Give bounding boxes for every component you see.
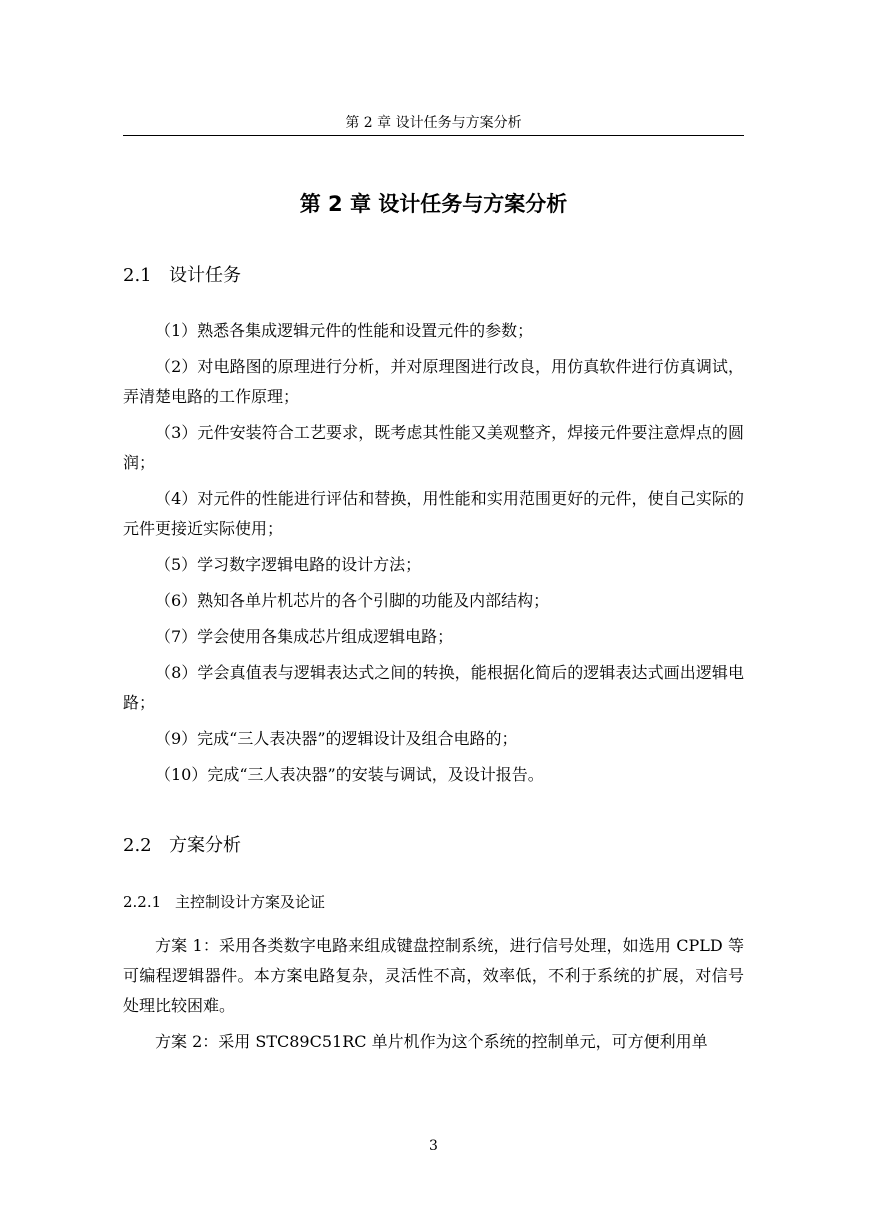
list-item: （2）对电路图的原理进行分析，并对原理图进行改良，用仿真软件进行仿真调试，弄清楚电路的工作原理； bbox=[123, 357, 744, 406]
page-number: 3 bbox=[429, 1138, 438, 1154]
list-item: （9）完成“三人表决器”的逻辑设计及组合电路的； bbox=[155, 729, 518, 748]
list-item: （6）熟知各单片机芯片的各个引脚的功能及内部结构； bbox=[155, 591, 550, 610]
list-item: （4）对元件的性能进行评估和替换，用性能和实用范围更好的元件，使自己实际的元件更接近实际使用； bbox=[123, 489, 744, 538]
paragraph: 方案 1：采用各类数字电路来组成键盘控制系统，进行信号处理，如选用 CPLD 等可编程逻辑器件。本方案电路复杂，灵活性不高，效率低，不利于系统的扩展，对信号处理比较困难。 bbox=[123, 936, 744, 1015]
paragraph: 方案 2：采用 STC89C51RC 单片机作为这个系统的控制单元，可方便利用单 bbox=[155, 1032, 708, 1051]
section-title: 设计任务 bbox=[169, 265, 241, 286]
running-header: 第 2 章 设计任务与方案分析 bbox=[345, 115, 522, 131]
list-item: （8）学会真值表与逻辑表达式之间的转换，能根据化简后的逻辑表达式画出逻辑电路； bbox=[123, 663, 744, 712]
subsection-body bbox=[123, 931, 744, 1063]
list-item: （10）完成“三人表决器”的安装与调试，及设计报告。 bbox=[155, 765, 544, 784]
subsection-title: 主控制设计方案及论证 bbox=[175, 893, 326, 911]
task-list bbox=[123, 316, 744, 796]
list-item: （1）熟悉各集成逻辑元件的性能和设置元件的参数； bbox=[155, 321, 534, 340]
section-number: 2.2 bbox=[123, 835, 152, 856]
section-number: 2.1 bbox=[123, 265, 152, 286]
section-2-1-heading bbox=[123, 262, 241, 290]
list-item: （3）元件安装符合工艺要求，既考虑其性能又美观整齐，焊接元件要注意焊点的圆润； bbox=[123, 423, 744, 472]
subsection-2-2-1-heading bbox=[123, 890, 325, 914]
list-item: （5）学习数字逻辑电路的设计方法； bbox=[155, 555, 422, 574]
section-title: 方案分析 bbox=[169, 835, 241, 856]
section-2-2-heading bbox=[123, 832, 241, 860]
subsection-number: 2.2.1 bbox=[123, 893, 162, 911]
chapter-title: 第 2 章 设计任务与方案分析 bbox=[299, 192, 568, 216]
list-item: （7）学会使用各集成芯片组成逻辑电路； bbox=[155, 627, 454, 646]
header-divider bbox=[123, 135, 744, 136]
